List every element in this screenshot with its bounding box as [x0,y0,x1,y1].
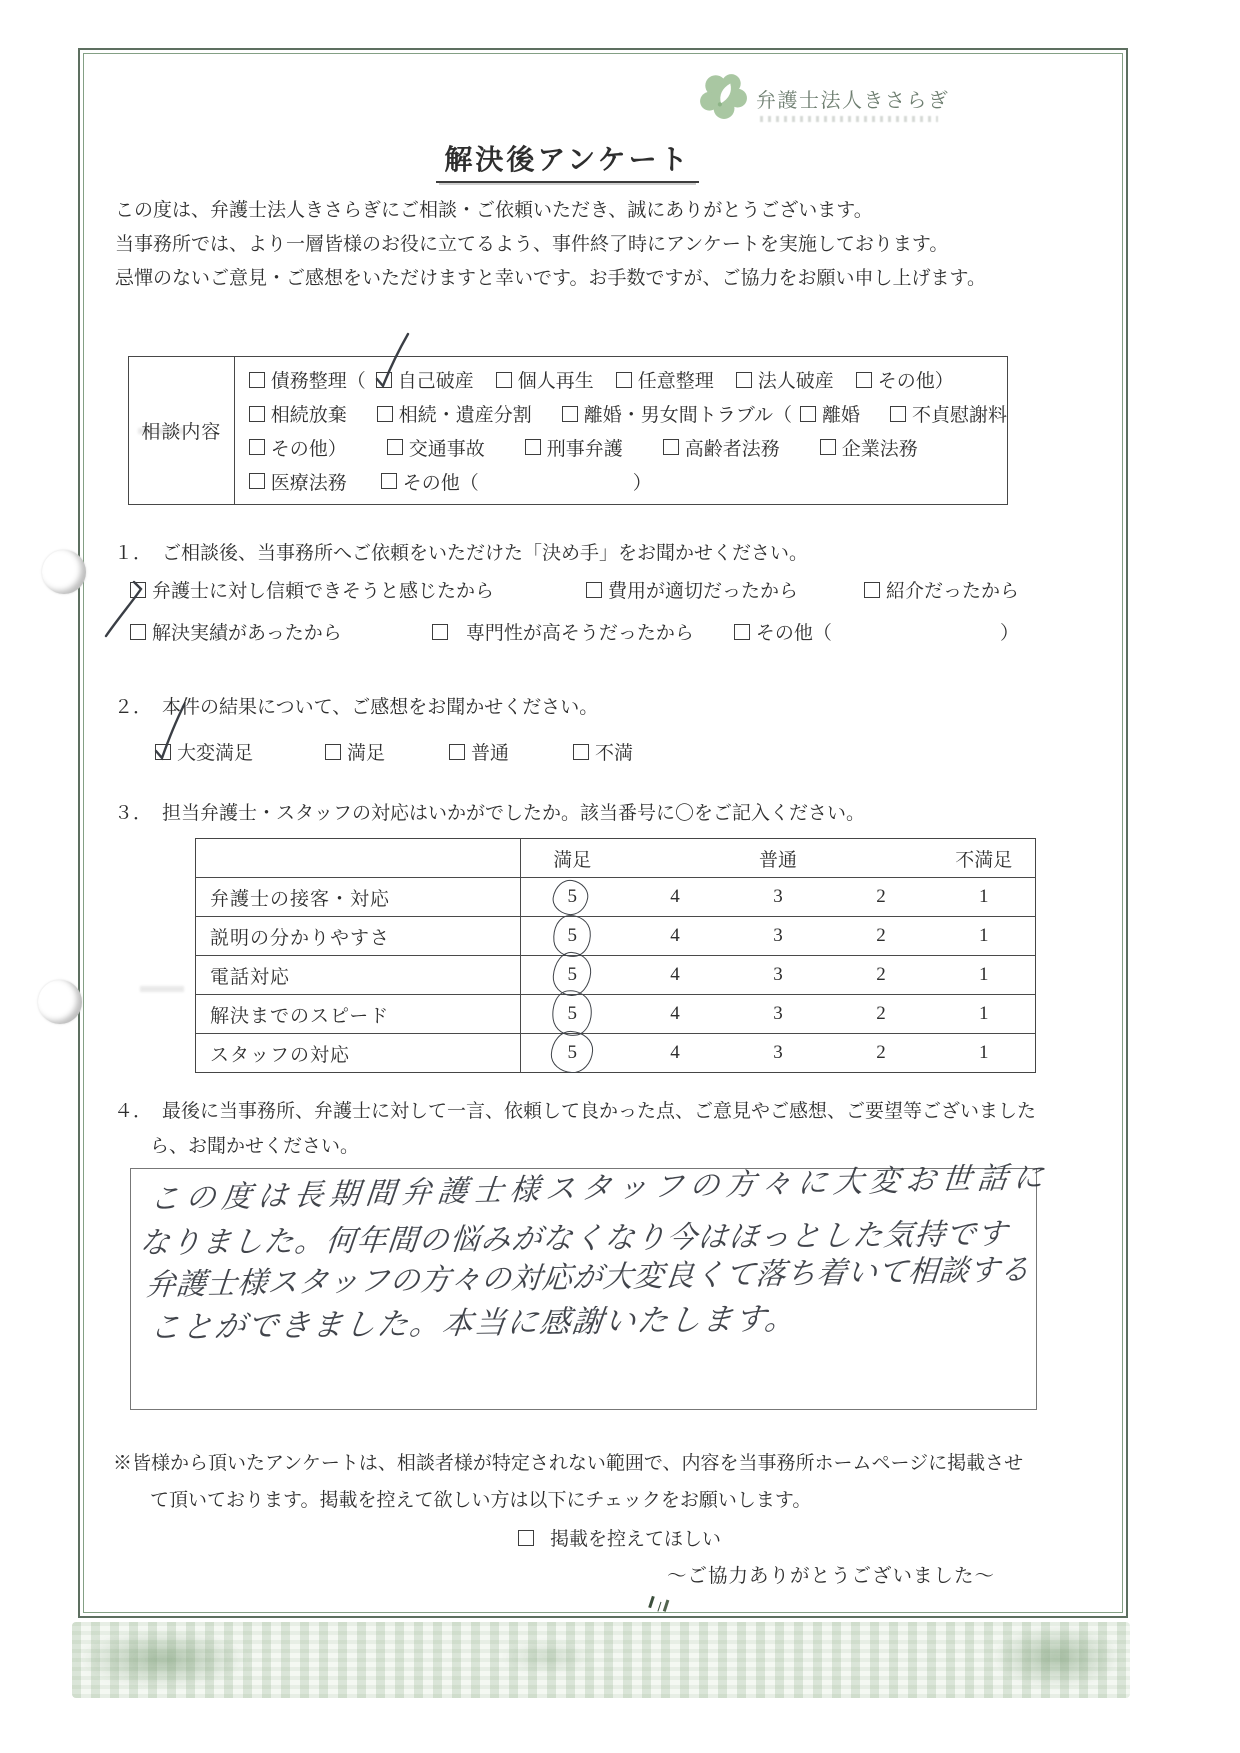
consult-line-1 [249,366,1007,393]
rating-value-5[interactable]: 5 [521,956,624,995]
checkbox[interactable] [387,439,403,455]
rating-value-3[interactable]: 3 [773,1042,783,1063]
scan-blob [78,1630,248,1688]
rating-value-2[interactable]: 2 [830,995,933,1034]
handwritten-comment-line: この度は長期間弁護士様スタッフの方々に大変お世話に [147,1159,1052,1218]
handwritten-comment-line: なりました。何年間の悩みがなくなり今はほっとした気持です [138,1216,1010,1262]
rating-header-dissatisfied: 不満足 [933,839,1036,878]
option-senmonsei: 専門性が高そうだったから [432,618,694,645]
checkbox[interactable] [496,372,512,388]
checkbox[interactable] [820,439,836,455]
option-rikon-trouble: 離婚・男女間トラブル（ [562,400,792,427]
checkbox[interactable] [616,372,632,388]
close-paren: ） [632,472,652,494]
question-3-heading: ３． 担当弁護士・スタッフの対応はいかがでしたか。該当番号に〇をご記入ください。 [114,803,866,824]
logo-subtext-illegible [760,116,938,122]
decline-publication-option [518,1524,721,1551]
option-koureisha-houmu: 高齢者法務 [663,434,780,461]
checkbox-checked[interactable] [376,372,392,388]
rating-value-4[interactable]: 4 [624,917,727,956]
law-firm-flower-logo-icon [698,70,748,120]
q2-options [155,738,633,765]
rating-value-3[interactable]: 3 [727,995,830,1034]
checkbox[interactable] [449,744,465,760]
rating-value-5[interactable]: 5 [521,878,624,917]
question-4-heading-line2: ら、お聞かせください。 [150,1136,360,1157]
rating-value-1[interactable]: 1 [933,995,1036,1034]
option-keiji-bengo: 刑事弁護 [525,434,623,461]
rating-header-spacer [830,839,933,878]
question-2-heading: ２． 本件の結果について、ご感想をお聞かせください。 [114,697,599,718]
close-paren: ） [1000,623,1020,644]
checkbox[interactable] [734,624,750,640]
option-futei-isharyou: 不貞慰謝料 [890,400,1007,427]
rating-row [196,995,1036,1034]
option-futsuu: 普通 [449,738,509,765]
checkbox[interactable] [381,473,397,489]
option-houjin-hasan: 法人破産 [736,366,834,393]
question-1-heading: １． ご相談後、当事務所へご依頼をいただけた「決め手」をお聞かせください。 [114,543,809,564]
checkbox[interactable] [377,406,393,422]
option-shoukai: 紹介だったから [864,576,1019,603]
option-kojin-saisei: 個人再生 [496,366,594,393]
checkbox[interactable] [800,406,816,422]
rating-header-empty [196,839,521,878]
rating-value-2[interactable]: 2 [830,917,933,956]
consult-line-3 [249,434,1007,461]
rating-table [195,838,1036,1073]
publication-note-line1: ※皆様から頂いたアンケートは、相談者様が特定されない範囲で、内容を当事務所ホームページに掲載させ [113,1453,1024,1474]
q1-options-line2 [130,618,832,645]
checkbox[interactable] [525,439,541,455]
checkbox-checked[interactable] [155,744,171,760]
rating-header-neutral: 普通 [727,839,830,878]
checkbox[interactable] [856,372,872,388]
option-koutsu-jiko: 交通事故 [387,434,485,461]
handwritten-circle-icon [550,877,591,918]
punch-hole-bottom [38,980,82,1024]
rating-row [196,917,1036,956]
handwritten-circle-icon [550,1030,594,1074]
checkbox[interactable] [573,744,589,760]
rating-value-2[interactable]: 2 [830,878,933,917]
rating-value-1[interactable]: 1 [933,917,1036,956]
option-sonota-free: その他（ [381,468,479,495]
rating-value-4[interactable]: 4 [624,878,727,917]
option-jiko-hasan-checked: 自己破産 [376,366,474,393]
checkbox[interactable] [130,624,146,640]
rating-header-spacer [624,839,727,878]
rating-row-label: 弁護士の接客・対応 [196,878,521,917]
checkbox[interactable] [249,406,265,422]
punch-hole-top [42,550,86,594]
rating-value-2[interactable]: 2 [876,1042,886,1063]
checkbox[interactable] [249,473,265,489]
option-kigyou-houmu: 企業法務 [820,434,918,461]
rating-value-5[interactable]: 5 [521,995,624,1034]
rating-value-5[interactable]: 5 [521,1034,624,1073]
rating-row [196,1034,1036,1073]
option-iryou-houmu: 医療法務 [249,468,347,495]
rating-value-1[interactable]: 1 [933,956,1036,995]
option-saimu-seiri: 債務整理（ [249,366,366,393]
rating-row-label: 説明の分かりやすさ [196,917,521,956]
handwritten-comment-line: ことができました。本当に感謝いたします。 [147,1300,800,1347]
rating-header-satisfied: 満足 [521,839,624,878]
intro-line: 当事務所では、より一層皆様のお役に立てるよう、事件終了時にアンケートを実施しております。 [115,234,949,255]
checkbox[interactable] [562,406,578,422]
handwritten-comment-line: 弁護士様スタッフの方々の対応が大変良くて落ち着いて相談する [144,1252,1032,1304]
scan-blob [502,1640,592,1674]
question-4-heading: ４． 最後に当事務所、弁護士に対して一言、依頼して良かった点、ご意見やご感想、ご要望等ございました [114,1101,1037,1122]
rating-row-label: スタッフの対応 [196,1034,521,1073]
scan-blob [992,1626,1122,1688]
option-souzoku-houki: 相続放棄 [249,400,347,427]
consultation-type-header: 相談内容 [129,357,235,504]
rating-value-3[interactable]: 3 [727,917,830,956]
intro-line: この度は、弁護士法人きさらぎにご相談・ご依頼いただき、誠にありがとうございます。 [115,200,873,221]
intro-paragraph [115,194,986,296]
checkbox-checked[interactable] [130,582,146,598]
checkbox[interactable] [864,582,880,598]
option-jisseki: 解決実績があったから [130,618,342,645]
rating-value-4[interactable]: 4 [670,1042,680,1063]
consultation-type-options [235,357,1007,504]
rating-row [196,878,1036,917]
rating-value-1[interactable]: 1 [933,878,1036,917]
rating-value-5[interactable]: 5 [521,917,624,956]
intro-line: 忌憚のないご意見・ご感想をいただけますと幸いです。お手数ですが、ご協力をお願い申し上げます。 [115,268,986,289]
checkbox[interactable] [663,439,679,455]
rating-value-4[interactable]: 4 [624,995,727,1034]
thanks-message: ～ご協力ありがとうございました～ [666,1566,995,1587]
rating-value-3[interactable]: 3 [727,956,830,995]
rating-value-2[interactable]: 2 [830,956,933,995]
checkbox[interactable] [586,582,602,598]
checkbox[interactable] [249,372,265,388]
checkbox[interactable] [432,624,448,640]
checkbox[interactable] [736,372,752,388]
rating-row-label: 電話対応 [196,956,521,995]
scan-smudge [138,428,184,434]
rating-value-3[interactable]: 3 [727,878,830,917]
option-rikon: 離婚 [800,400,860,427]
publication-note-line2: て頂いております。掲載を控えて欲しい方は以下にチェックをお願いします。 [150,1490,812,1511]
option-souzoku-isan: 相続・遺産分割 [377,400,532,427]
rating-header-row [196,839,1036,878]
checkbox[interactable] [890,406,906,422]
option-shinrai-checked: 弁護士に対し信頼できそうと感じたから [130,576,494,603]
consultation-type-table [128,356,1008,505]
option-sonota-kakko: その他） [856,366,954,393]
checkbox[interactable] [249,439,265,455]
consult-line-4 [249,468,1007,495]
option-sonota-close: その他） [249,434,347,461]
option-q1-sonota: その他（ [734,618,832,645]
option-fuman: 不満 [573,738,633,765]
option-nini-seiri: 任意整理 [616,366,714,393]
rating-row [196,956,1036,995]
checkbox[interactable] [518,1530,534,1546]
scanner-edge-band [72,1622,1130,1698]
checkbox[interactable] [325,744,341,760]
rating-value-4[interactable]: 4 [624,956,727,995]
option-hiyou: 費用が適切だったから [586,576,798,603]
option-manzoku: 満足 [325,738,385,765]
rating-value-1[interactable]: 1 [979,1042,989,1063]
law-firm-name: 弁護士法人きさらぎ [756,90,950,112]
q1-options-line1 [130,576,1019,603]
rating-row-label: 解決までのスピード [196,995,521,1034]
page-title: 解決後アンケート [115,138,1020,178]
option-taihen-manzoku-checked: 大変満足 [155,738,253,765]
consult-line-2 [249,400,1007,427]
option-keisai-hikae: 掲載を控えてほしい [518,1524,721,1551]
scan-smudge [140,986,184,992]
